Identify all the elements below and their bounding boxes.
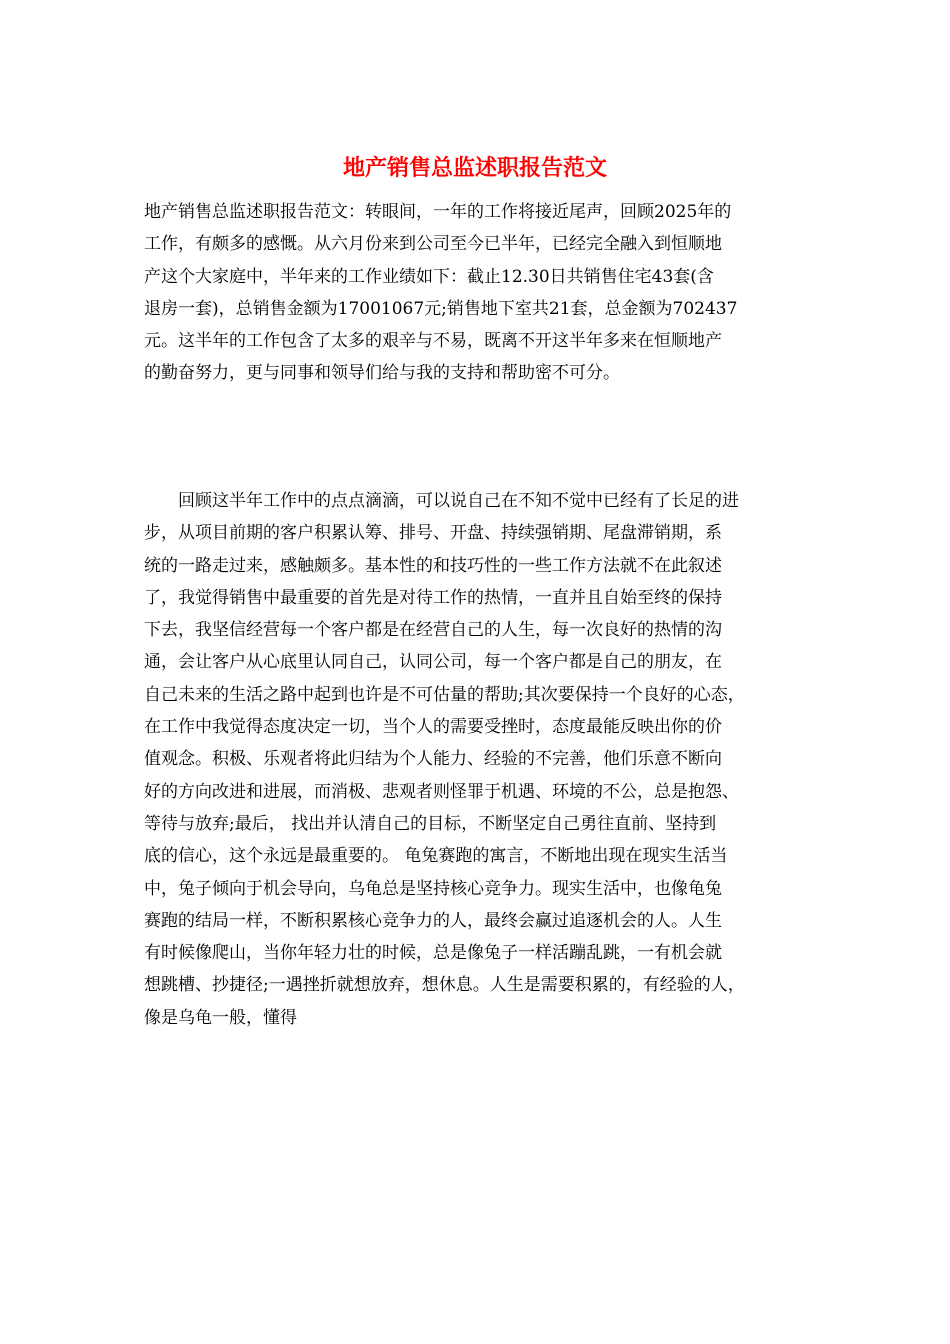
paragraph-line: 好的方向改进和进展，而消极、悲观者则怪罪于机遇、环境的不公，总是抱怨、: [144, 781, 739, 802]
paragraph-line: 了，我觉得销售中最重要的首先是对待工作的热情，一直并且自始至终的保持: [144, 587, 722, 608]
paragraph-line: 在工作中我觉得态度决定一切，当个人的需要受挫时，态度最能反映出你的价: [144, 717, 722, 738]
paragraph-line: 的勤奋努力，更与同事和领导们给与我的支持和帮助密不可分。: [144, 363, 620, 384]
paragraph-line: 赛跑的结局一样，不断积累核心竞争力的人，最终会赢过追逐机会的人。人生: [144, 910, 722, 931]
paragraph-intro: [144, 196, 809, 390]
paragraph-line: 像是乌龟一般，懂得: [144, 1007, 297, 1028]
paragraph-line: 通，会让客户从心底里认同自己，认同公司，每一个客户都是自己的朋友，在: [144, 652, 722, 673]
paragraph-line: 有时候像爬山，当你年轻力壮的时候，总是像兔子一样活蹦乱跳，一有机会就: [144, 943, 722, 964]
paragraph-line: 想跳槽、抄捷径;一遇挫折就想放弃，想休息。人生是需要积累的，有经验的人，: [144, 975, 745, 996]
paragraph-line: 底的信心，这个永远是最重要的。 龟兔赛跑的寓言，不断地出现在现实生活当: [144, 846, 728, 867]
paragraph-line: 地产销售总监述职报告范文：转眼间，一年的工作将接近尾声，回顾2025年的: [144, 202, 732, 222]
paragraph-line: 步，从项目前期的客户积累认筹、排号、开盘、持续强销期、尾盘滞销期，系: [144, 523, 722, 544]
paragraph-line: 工作，有颇多的感慨。从六月份来到公司至今已半年，已经完全融入到恒顺地: [144, 234, 722, 255]
page-title: 地产销售总监述职报告范文: [342, 155, 607, 181]
paragraph-line: 产这个大家庭中，半年来的工作业绩如下：截止12.30日共销售住宅43套(含: [144, 266, 714, 287]
paragraph-line: 统的一路走过来，感触颇多。基本性的和技巧性的一些工作方法就不在此叙述: [144, 555, 722, 576]
paragraph-review: [144, 485, 809, 1034]
paragraph-line: 自己未来的生活之路中起到也许是不可估量的帮助;其次要保持一个良好的心态，: [144, 684, 745, 705]
paragraph-line: 下去，我坚信经营每一个客户都是在经营自己的人生，每一次良好的热情的沟: [144, 620, 722, 641]
paragraph-line: 值观念。积极、乐观者将此归结为个人能力、经验的不完善，他们乐意不断向: [144, 749, 722, 770]
paragraph-line: 回顾这半年工作中的点点滴滴，可以说自己在不知不觉中已经有了长足的进: [144, 491, 739, 511]
paragraph-line: 中，兔子倾向于机会导向，乌龟总是坚持核心竞争力。现实生活中，也像龟兔: [144, 878, 722, 899]
paragraph-line: 元。这半年的工作包含了太多的艰辛与不易，既离不开这半年多来在恒顺地产: [144, 331, 722, 352]
paragraph-line: 退房一套)，总销售金额为17001067元;销售地下室共21套，总金额为702437: [144, 298, 738, 319]
paragraph-line: 等待与放弃;最后， 找出并认清自己的目标，不断坚定自己勇往直前、坚持到: [144, 813, 717, 834]
